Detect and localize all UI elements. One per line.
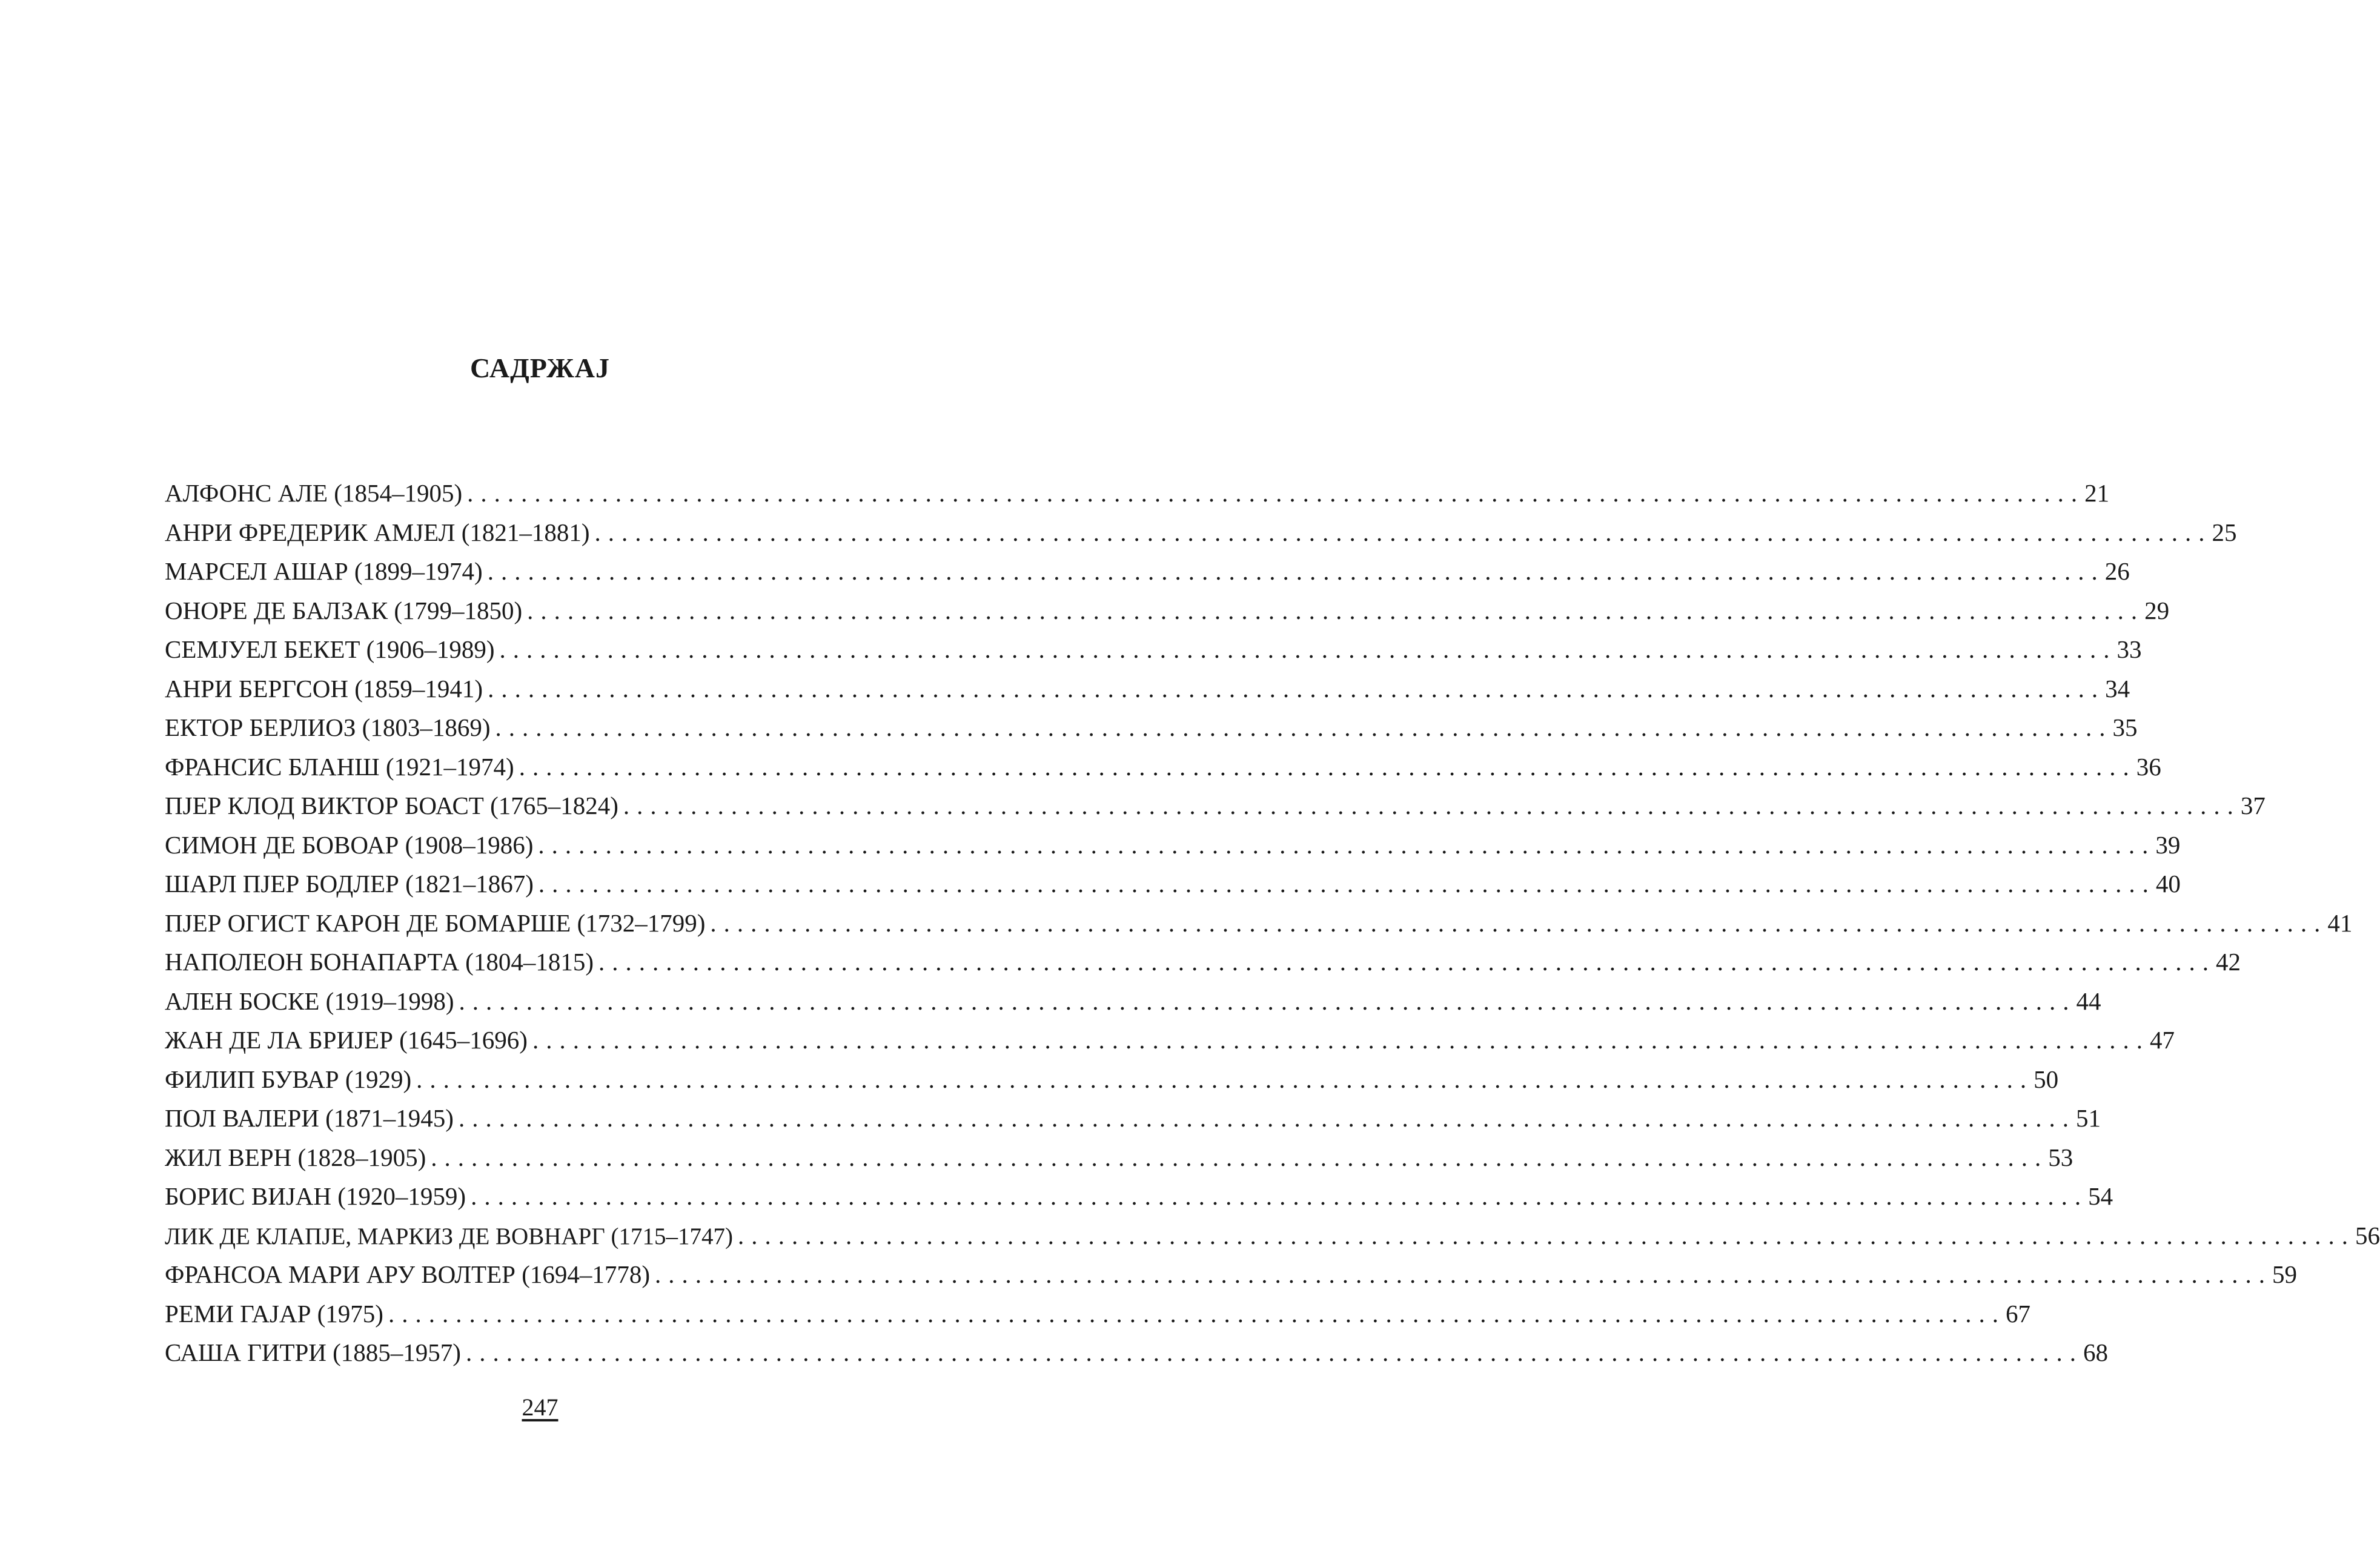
toc-entry-title: ЖАН ДЕ ЛА БРИЈЕР (1645–1696) [165, 1026, 528, 1054]
toc-entry-title: АНРИ ФРЕДЕРИК АМЈЕЛ (1821–1881) [165, 518, 590, 546]
toc-entry-page: 67 [2005, 1299, 2030, 1328]
dot-leader: ........................................................................................................................ [538, 870, 2156, 898]
toc-entry [165, 904, 2353, 943]
dot-leader: ........................................................................................................................ [388, 1299, 2006, 1328]
toc-entry-title: ПЈЕР ОГИСТ КАРОН ДЕ БОМАРШЕ (1732–1799) [165, 908, 706, 937]
toc-entry [165, 747, 2161, 787]
toc-entry-title: СЕМЈУЕЛ БЕКЕТ (1906–1989) [165, 635, 495, 663]
toc-entry-title: ПОЛ ВАЛЕРИ (1871–1945) [165, 1104, 454, 1132]
toc-entry-title: МАРСЕЛ АШАР (1899–1974) [165, 557, 483, 585]
dot-leader: ........................................................................................................................ [465, 1338, 2083, 1366]
toc-entry-page: 21 [2084, 479, 2110, 507]
toc-entry-page: 35 [2112, 713, 2138, 741]
toc-entry [165, 1177, 2113, 1216]
toc-entry-title: ЛИК ДЕ КЛАПЈЕ, МАРКИЗ ДЕ ВОВНАРГ (1715–1747) [165, 1223, 733, 1249]
toc-entry-title: АЛЕН БОСКЕ (1919–1998) [165, 987, 454, 1015]
toc-entry [165, 708, 2138, 747]
toc-entry [165, 1294, 2030, 1334]
toc-entry [165, 1138, 2073, 1177]
dot-leader: ........................................................................................................................ [598, 948, 2216, 976]
toc-entry-page: 39 [2155, 830, 2181, 859]
toc-entry-page: 41 [2327, 908, 2353, 937]
dot-leader: ........................................................................................................................ [467, 479, 2085, 507]
toc-entry-page: 37 [2240, 792, 2266, 819]
dot-leader: ........................................................................................................................ [738, 1221, 2355, 1249]
toc-entry-title: РЕМИ ГАЈАР (1975) [165, 1299, 383, 1328]
dot-leader: ........................................................................................................................ [499, 635, 2117, 663]
toc-entry [165, 982, 2101, 1021]
toc-entry [165, 942, 2241, 982]
toc-entry [165, 552, 2130, 591]
page-number-text: 247 [522, 1394, 559, 1421]
dot-leader: ........................................................................................................................ [594, 518, 2212, 546]
toc-entry-page: 34 [2105, 674, 2130, 703]
toc-entry-page: 42 [2216, 948, 2241, 976]
toc-entry-page: 47 [2149, 1026, 2175, 1054]
toc-entry-title: САША ГИТРИ (1885–1957) [165, 1338, 461, 1366]
toc-entry-title: СИМОН ДЕ БОВОАР (1908–1986) [165, 830, 534, 859]
toc-entry-page: 25 [2212, 518, 2237, 546]
table-of-contents [165, 474, 2380, 1372]
toc-entry-title: ФИЛИП БУВАР (1929) [165, 1065, 412, 1093]
dot-leader: ........................................................................................................................ [458, 1104, 2076, 1132]
toc-entry [165, 825, 2181, 865]
toc-entry-title: ЕКТОР БЕРЛИОЗ (1803–1869) [165, 713, 491, 741]
toc-entry [165, 786, 2266, 825]
toc-entry-page: 26 [2104, 557, 2130, 585]
dot-leader: ........................................................................................................................ [538, 830, 2156, 859]
toc-entry [165, 1060, 2059, 1099]
dot-leader: ........................................................................................................................ [487, 557, 2105, 585]
page-number [0, 1393, 1080, 1421]
dot-leader: ........................................................................................................................ [527, 596, 2145, 624]
toc-entry-page: 56 [2355, 1221, 2380, 1249]
toc-entry [165, 630, 2142, 669]
toc-entry-title: ФРАНСИС БЛАНШ (1921–1974) [165, 752, 514, 781]
toc-entry-page: 54 [2088, 1182, 2113, 1210]
toc-entry-page: 40 [2155, 870, 2181, 898]
toc-entry-page: 44 [2076, 987, 2101, 1015]
toc-entry-page: 36 [2136, 752, 2161, 781]
dot-leader: ........................................................................................................................ [471, 1182, 2089, 1210]
toc-entry [165, 513, 2237, 552]
dot-leader: ........................................................................................................................ [655, 1260, 2273, 1288]
toc-entry-page: 29 [2144, 596, 2170, 624]
toc-entry [165, 1255, 2298, 1294]
toc-entry [165, 591, 2170, 630]
toc-entry-title: ОНОРЕ ДЕ БАЛЗАК (1799–1850) [165, 596, 523, 624]
dot-leader: ........................................................................................................................ [623, 792, 2241, 819]
toc-entry-title: ЖИЛ ВЕРН (1828–1905) [165, 1143, 426, 1171]
dot-leader: ........................................................................................................................ [488, 674, 2106, 703]
toc-entry-page: 53 [2048, 1143, 2073, 1171]
dot-leader: ........................................................................................................................ [710, 908, 2328, 937]
toc-entry-title: ПЈЕР КЛОД ВИКТОР БОАСТ (1765–1824) [165, 792, 618, 819]
dot-leader: ........................................................................................................................ [519, 752, 2136, 781]
dot-leader: ........................................................................................................................ [532, 1026, 2150, 1054]
toc-entry-page: 50 [2034, 1065, 2059, 1093]
toc-entry [165, 1099, 2101, 1138]
toc-entry-page: 59 [2272, 1260, 2298, 1288]
toc-entry-title: АНРИ БЕРГСОН (1859–1941) [165, 674, 483, 703]
toc-entry [165, 1021, 2175, 1060]
page-title: САДРЖАЈ [470, 352, 610, 383]
toc-entry-page: 33 [2116, 635, 2142, 663]
toc-entry [165, 474, 2110, 513]
toc-entry-page: 68 [2083, 1338, 2108, 1366]
dot-leader: ........................................................................................................................ [416, 1065, 2034, 1093]
toc-entry [165, 864, 2181, 904]
toc-entry [165, 1216, 2380, 1256]
toc-entry [165, 1333, 2108, 1372]
dot-leader: ........................................................................................................................ [495, 713, 2113, 741]
dot-leader: ........................................................................................................................ [431, 1143, 2049, 1171]
toc-entry-title: АЛФОНС АЛЕ (1854–1905) [165, 479, 463, 507]
toc-entry-title: ШАРЛ ПЈЕР БОДЛЕР (1821–1867) [165, 870, 534, 898]
toc-entry-title: БОРИС ВИЈАН (1920–1959) [165, 1182, 466, 1210]
dot-leader: ........................................................................................................................ [459, 987, 2077, 1015]
toc-entry-title: НАПОЛЕОН БОНАПАРТА (1804–1815) [165, 948, 594, 976]
toc-entry [165, 669, 2130, 709]
toc-entry-title: ФРАНСОА МАРИ АРУ ВОЛТЕР (1694–1778) [165, 1260, 651, 1288]
toc-entry-page: 51 [2075, 1104, 2101, 1132]
